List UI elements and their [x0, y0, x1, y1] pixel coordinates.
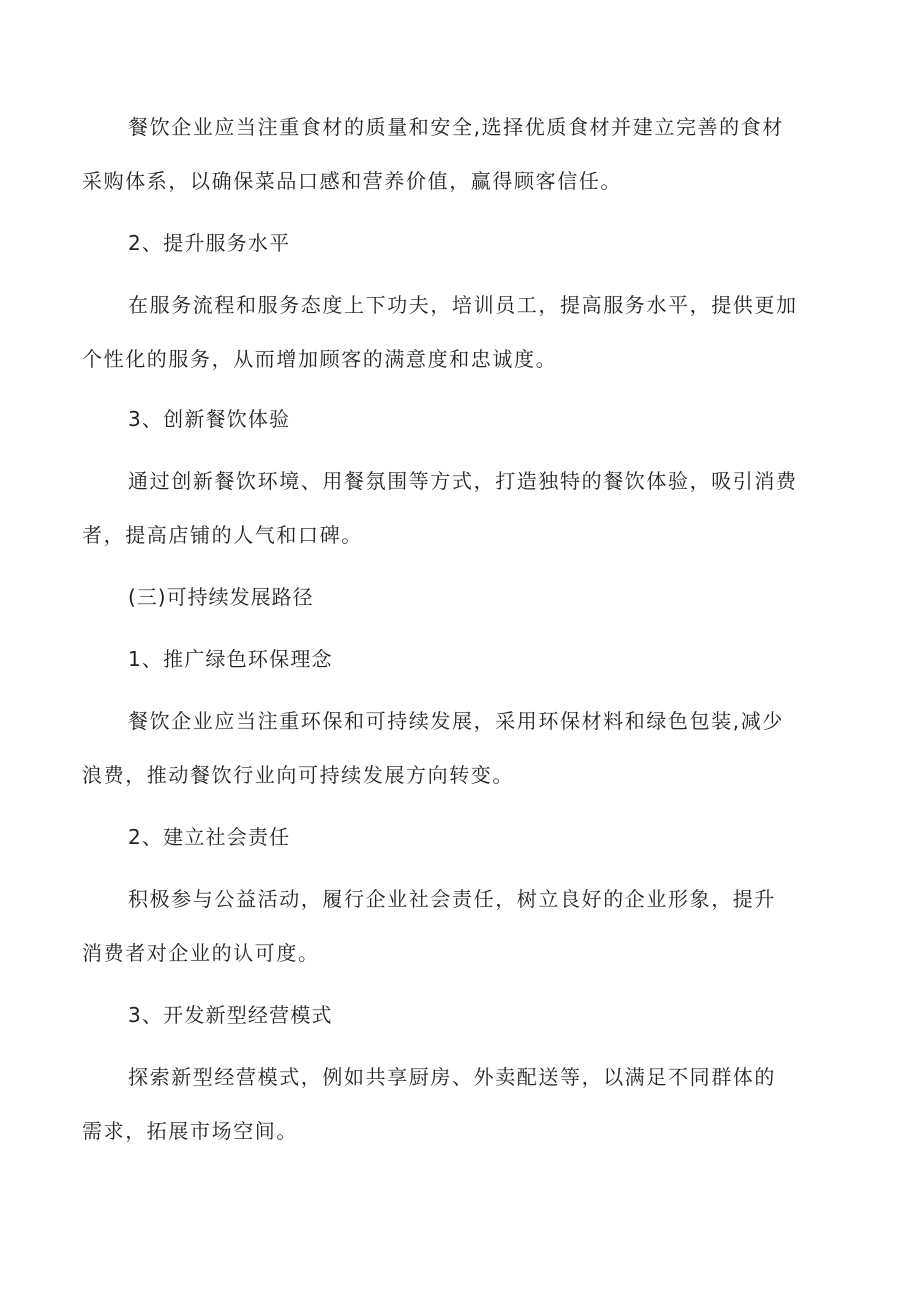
paragraph-line: 探索新型经营模式，例如共享厨房、外卖配送等，以满足不同群体的: [128, 1065, 776, 1089]
subheading: 3、开发新型经营模式: [128, 1003, 333, 1027]
subheading: 2、提升服务水平: [128, 231, 291, 255]
paragraph-line: 采购体系，以确保菜品口感和营养价值，赢得顾客信任。: [82, 169, 622, 193]
subheading: 3、创新餐饮体验: [128, 407, 291, 431]
paragraph-line: 需求，拓展市场空间。: [82, 1119, 298, 1143]
paragraph-line: 个性化的服务，从而增加顾客的满意度和忠诚度。: [82, 347, 558, 371]
paragraph-line: 餐饮企业应当注重环保和可持续发展，采用环保材料和绿色包装,减少: [128, 709, 784, 733]
subheading: 1、推广绿色环保理念: [128, 647, 333, 671]
paragraph-line: 者，提高店铺的人气和口碑。: [82, 523, 363, 547]
paragraph-line: 消费者对企业的认可度。: [82, 941, 320, 965]
section-heading: (三)可持续发展路径: [128, 585, 314, 609]
paragraph-line: 在服务流程和服务态度上下功夫，培训员工，提高服务水平，提供更加: [128, 293, 798, 317]
subheading: 2、建立社会责任: [128, 825, 291, 849]
paragraph-line: 通过创新餐饮环境、用餐氛围等方式，打造独特的餐饮体验，吸引消费: [128, 469, 798, 493]
paragraph-line: 积极参与公益活动，履行企业社会责任，树立良好的企业形象，提升: [128, 887, 776, 911]
paragraph-line: 浪费，推动餐饮行业向可持续发展方向转变。: [82, 763, 514, 787]
paragraph-line: 餐饮企业应当注重食材的质量和安全,选择优质食材并建立完善的食材: [128, 115, 784, 139]
